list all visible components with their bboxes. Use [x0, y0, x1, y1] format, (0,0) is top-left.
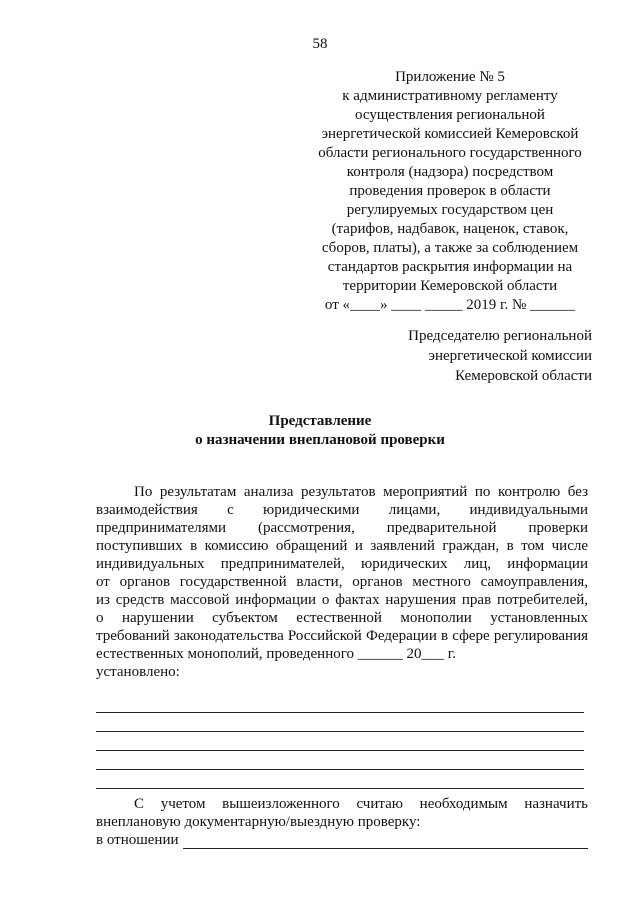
appendix-line: осуществления региональной — [355, 107, 545, 123]
addressee-line: Кемеровской области — [455, 368, 592, 384]
addressee-line: энергетической комиссии — [428, 348, 592, 364]
fill-line[interactable] — [96, 713, 584, 732]
body-line: из средств массовой информации о фактах нарушения прав потребителей, — [96, 592, 588, 608]
appendix-line: территории Кемеровской области — [342, 278, 558, 294]
body-line: взаимодействия с юридическими лицами, индивидуальными — [96, 502, 588, 518]
fill-line[interactable] — [96, 694, 584, 713]
appendix-line: регулируемых государством цен — [346, 202, 554, 218]
body-line: предпринимателями (рассмотрения, предварительной проверки — [96, 520, 588, 536]
fill-line[interactable] — [96, 732, 584, 751]
body-line: естественных монополий, проведенного ______ 20___ г. — [96, 646, 456, 662]
closing-line-2: внеплановую документарную/выездную проверку: — [96, 814, 421, 830]
body-line: о нарушении субъектом естественной монополии установленных — [96, 610, 588, 626]
appendix-line: Приложение № 5 — [395, 69, 505, 85]
body-line: индивидуальных предпринимателей, юридических лиц, информации — [96, 556, 588, 572]
closing-line-1: С учетом вышеизложенного считаю необходимым назначить — [134, 796, 588, 812]
appendix-block — [300, 68, 600, 315]
title-line-2: о назначении внеплановой проверки — [195, 432, 445, 448]
regarding-row — [96, 831, 588, 849]
page-number: 58 — [312, 36, 328, 52]
regarding-label: в отношении — [96, 832, 179, 848]
established-label: установлено: — [96, 664, 180, 680]
closing-paragraph — [96, 795, 588, 849]
appendix-line: проведения проверок в области — [349, 183, 551, 199]
fill-line[interactable] — [96, 770, 584, 789]
title-line-1: Представление — [268, 413, 372, 429]
appendix-line: стандартов раскрытия информации на — [327, 259, 573, 275]
appendix-line: области регионального государственного — [318, 145, 582, 161]
appendix-line: (тарифов, надбавок, наценок, ставок, — [331, 221, 569, 237]
appendix-line: контроля (надзора) посредством — [346, 164, 554, 180]
body-line: поступивших в комиссию обращений и заявлений граждан, в том числе — [96, 538, 588, 554]
fill-line[interactable] — [96, 751, 584, 770]
addressee-line: Председателю региональной — [408, 328, 592, 344]
body-line: от органов государственной власти, органов местного самоуправления, — [96, 574, 588, 590]
body-line: По результатам анализа результатов мероприятий по контролю без — [134, 484, 588, 500]
appendix-line: энергетической комиссией Кемеровской — [321, 126, 579, 142]
document-title — [0, 412, 640, 450]
appendix-line: к административному регламенту — [342, 88, 558, 104]
body-paragraph — [96, 483, 588, 663]
addressee-block — [312, 326, 592, 386]
appendix-line: сборов, платы), а также за соблюдением — [321, 240, 579, 256]
body-line: требований законодательства Российской Федерации в сфере регулирования — [96, 628, 588, 644]
established-fill-lines — [96, 694, 584, 789]
regarding-fill-line[interactable] — [183, 834, 588, 849]
appendix-date-line: от «____» ____ _____ 2019 г. № ______ — [324, 297, 576, 313]
